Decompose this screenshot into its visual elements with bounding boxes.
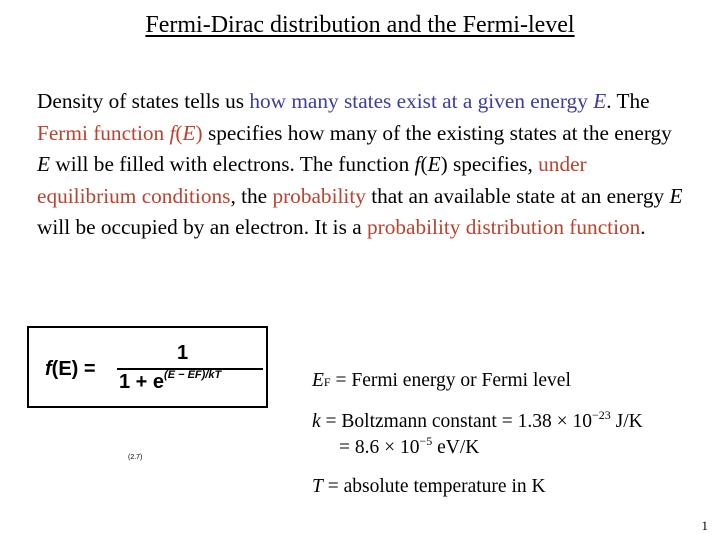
definition-fermi-energy: EF = Fermi energy or Fermi level	[312, 370, 571, 391]
slide-title: Fermi-Dirac distribution and the Fermi-level	[145, 12, 575, 38]
body-paragraph: Density of states tells us how many states exist at a given energy E. The Fermi function f(E) specifies how many of the existing states at the energy E will be filled with electrons. The function f(E) specifies, under equilibrium conditions, the probability that an available state at an energy E will be occupied by an electron. It is a probability distribution function.	[37, 89, 683, 239]
definition-boltzmann-constant: k = Boltzmann constant = $1.38 \times 10^{-23}$ J/K	[312, 408, 643, 432]
equation-number: (2.7)	[128, 454, 143, 461]
formula-denominator: $1 + e^{(E - EF)/kT}$	[119, 369, 222, 393]
formula-lhs: f(E) =	[45, 358, 96, 380]
page-number: 1	[701, 518, 708, 533]
definition-temperature: T = absolute temperature in K	[312, 476, 546, 497]
definition-boltzmann-ev: = $8.6 \times 10^{-5}$ eV/K	[339, 434, 480, 458]
fermi-function-formula	[27, 326, 268, 408]
formula-numerator: 1	[177, 342, 189, 364]
